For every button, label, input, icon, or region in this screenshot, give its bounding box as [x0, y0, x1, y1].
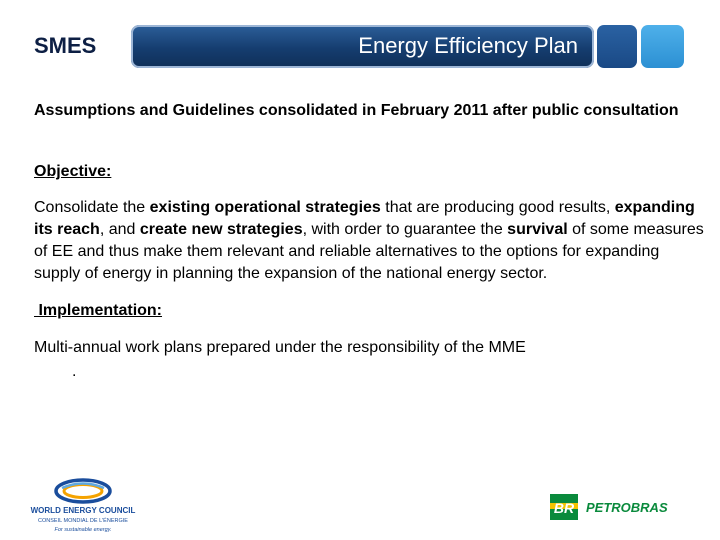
wec-logo-line1: WORLD ENERGY COUNCIL	[30, 506, 136, 515]
header-bar	[131, 25, 594, 68]
objective-segment: Consolidate the	[34, 199, 150, 216]
slide-title: Energy Efficiency Plan	[358, 33, 578, 58]
slide-content	[34, 100, 704, 383]
objective-segment: expanding its reach	[34, 199, 695, 238]
wec-logo-line3: For sustainable energy.	[54, 527, 112, 533]
world-energy-council-logo	[26, 475, 140, 535]
objective-heading: Objective:	[34, 163, 112, 180]
objective-segment: that are producing good results,	[380, 199, 615, 216]
objective-text	[34, 197, 704, 285]
petrobras-logo	[550, 494, 690, 520]
objective-segment: , and	[99, 221, 140, 238]
objective-segment: existing operational strategies	[149, 199, 381, 216]
objective-segment: survival	[507, 221, 568, 238]
header-square-light	[641, 25, 684, 68]
petrobras-mark: BR	[553, 500, 575, 516]
header-label: SMES	[34, 33, 97, 58]
assumptions-text: Assumptions and Guidelines consolidated in February 2011 after public consultation	[34, 102, 679, 119]
objective-segment: create new strategies	[139, 221, 303, 238]
implementation-heading: Implementation:	[34, 302, 163, 319]
objective-segment: of some measures of EE and thus make them relevant and reliable alternatives to the options for expanding supply of energy in planning the expansion of the national energy sector.	[34, 221, 704, 282]
header-square-dark	[597, 25, 637, 68]
implementation-text: Multi-annual work plans prepared under the responsibility of the MME	[34, 339, 526, 356]
trailing-dot: .	[72, 363, 77, 380]
petrobras-name: PETROBRAS	[586, 500, 668, 515]
wec-logo-line2: CONSEIL MONDIAL DE L'ÉNERGIE	[38, 518, 128, 524]
objective-segment: , with order to guarantee the	[302, 221, 508, 238]
